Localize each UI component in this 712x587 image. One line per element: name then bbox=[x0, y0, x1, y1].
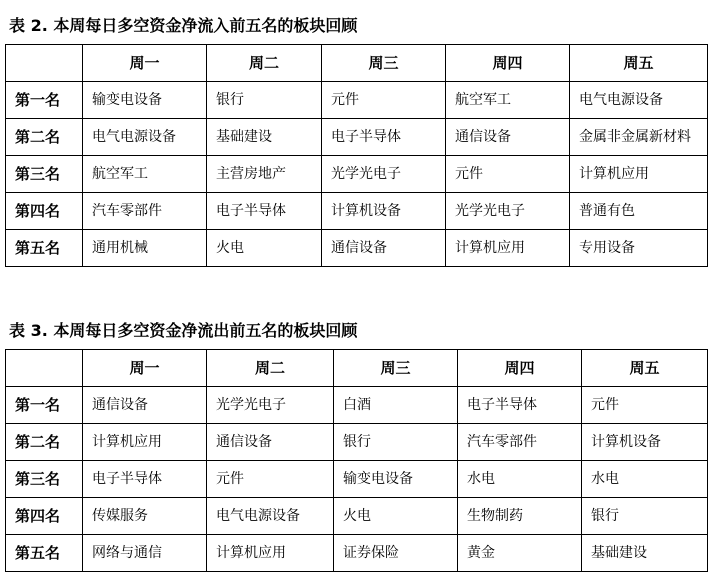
sector-cell: 银行 bbox=[334, 424, 458, 461]
sector-cell: 汽车零部件 bbox=[83, 193, 207, 230]
sector-cell: 输变电设备 bbox=[334, 461, 458, 498]
sector-cell: 黄金 bbox=[458, 535, 582, 572]
rank-label: 第五名 bbox=[6, 535, 83, 572]
sector-cell: 金属非金属新材料 bbox=[570, 119, 708, 156]
header-cell: 周三 bbox=[322, 45, 446, 82]
sector-cell: 电子半导体 bbox=[207, 193, 322, 230]
sector-cell: 电气电源设备 bbox=[83, 119, 207, 156]
sector-cell: 计算机应用 bbox=[446, 230, 570, 267]
header-cell: 周四 bbox=[458, 350, 582, 387]
table-row bbox=[6, 193, 708, 230]
sector-cell: 火电 bbox=[334, 498, 458, 535]
sector-cell: 普通有色 bbox=[570, 193, 708, 230]
table-header-row bbox=[6, 45, 708, 82]
sector-cell: 航空军工 bbox=[83, 156, 207, 193]
sector-cell: 光学光电子 bbox=[322, 156, 446, 193]
table-row bbox=[6, 119, 708, 156]
table-row bbox=[6, 461, 708, 498]
sector-cell: 通信设备 bbox=[446, 119, 570, 156]
sector-cell: 计算机应用 bbox=[83, 424, 207, 461]
sector-cell: 计算机设备 bbox=[322, 193, 446, 230]
sector-cell: 白酒 bbox=[334, 387, 458, 424]
sector-cell: 火电 bbox=[207, 230, 322, 267]
sector-cell: 电子半导体 bbox=[322, 119, 446, 156]
rank-label: 第一名 bbox=[6, 387, 83, 424]
sector-cell: 通信设备 bbox=[83, 387, 207, 424]
sector-cell: 网络与通信 bbox=[83, 535, 207, 572]
inflow-top5-table bbox=[5, 44, 708, 267]
table-2-caption: 表 2. 本周每日多空资金净流入前五名的板块回顾 bbox=[9, 16, 358, 35]
sector-cell: 银行 bbox=[207, 82, 322, 119]
sector-cell: 通用机械 bbox=[83, 230, 207, 267]
sector-cell: 计算机应用 bbox=[570, 156, 708, 193]
sector-cell: 通信设备 bbox=[207, 424, 334, 461]
header-cell: 周二 bbox=[207, 45, 322, 82]
sector-cell: 水电 bbox=[582, 461, 708, 498]
header-cell: 周五 bbox=[582, 350, 708, 387]
sector-cell: 专用设备 bbox=[570, 230, 708, 267]
sector-cell: 传媒服务 bbox=[83, 498, 207, 535]
sector-cell: 元件 bbox=[446, 156, 570, 193]
sector-cell: 基础建设 bbox=[582, 535, 708, 572]
outflow-top5-table bbox=[5, 349, 708, 572]
sector-cell: 主营房地产 bbox=[207, 156, 322, 193]
table-row bbox=[6, 156, 708, 193]
sector-cell: 生物制药 bbox=[458, 498, 582, 535]
table-row bbox=[6, 82, 708, 119]
header-cell: 周五 bbox=[570, 45, 708, 82]
rank-label: 第四名 bbox=[6, 193, 83, 230]
rank-label: 第二名 bbox=[6, 119, 83, 156]
header-corner-cell bbox=[6, 350, 83, 387]
rank-label: 第一名 bbox=[6, 82, 83, 119]
rank-label: 第三名 bbox=[6, 156, 83, 193]
header-cell: 周一 bbox=[83, 350, 207, 387]
sector-cell: 水电 bbox=[458, 461, 582, 498]
sector-cell: 计算机应用 bbox=[207, 535, 334, 572]
sector-cell: 电气电源设备 bbox=[207, 498, 334, 535]
table-row bbox=[6, 535, 708, 572]
sector-cell: 航空军工 bbox=[446, 82, 570, 119]
sector-cell: 电子半导体 bbox=[458, 387, 582, 424]
rank-label: 第五名 bbox=[6, 230, 83, 267]
sector-cell: 电子半导体 bbox=[83, 461, 207, 498]
rank-label: 第四名 bbox=[6, 498, 83, 535]
sector-cell: 元件 bbox=[582, 387, 708, 424]
header-cell: 周三 bbox=[334, 350, 458, 387]
header-cell: 周一 bbox=[83, 45, 207, 82]
sector-cell: 元件 bbox=[207, 461, 334, 498]
sector-cell: 通信设备 bbox=[322, 230, 446, 267]
sector-cell: 汽车零部件 bbox=[458, 424, 582, 461]
sector-cell: 光学光电子 bbox=[207, 387, 334, 424]
table-header-row bbox=[6, 350, 708, 387]
header-cell: 周四 bbox=[446, 45, 570, 82]
sector-cell: 电气电源设备 bbox=[570, 82, 708, 119]
header-corner-cell bbox=[6, 45, 83, 82]
table-row bbox=[6, 498, 708, 535]
table-row bbox=[6, 424, 708, 461]
sector-cell: 输变电设备 bbox=[83, 82, 207, 119]
sector-cell: 银行 bbox=[582, 498, 708, 535]
sector-cell: 基础建设 bbox=[207, 119, 322, 156]
header-cell: 周二 bbox=[207, 350, 334, 387]
sector-cell: 计算机设备 bbox=[582, 424, 708, 461]
table-3-caption: 表 3. 本周每日多空资金净流出前五名的板块回顾 bbox=[9, 321, 358, 340]
table-row bbox=[6, 387, 708, 424]
rank-label: 第二名 bbox=[6, 424, 83, 461]
sector-cell: 元件 bbox=[322, 82, 446, 119]
rank-label: 第三名 bbox=[6, 461, 83, 498]
table-row bbox=[6, 230, 708, 267]
sector-cell: 证券保险 bbox=[334, 535, 458, 572]
sector-cell: 光学光电子 bbox=[446, 193, 570, 230]
